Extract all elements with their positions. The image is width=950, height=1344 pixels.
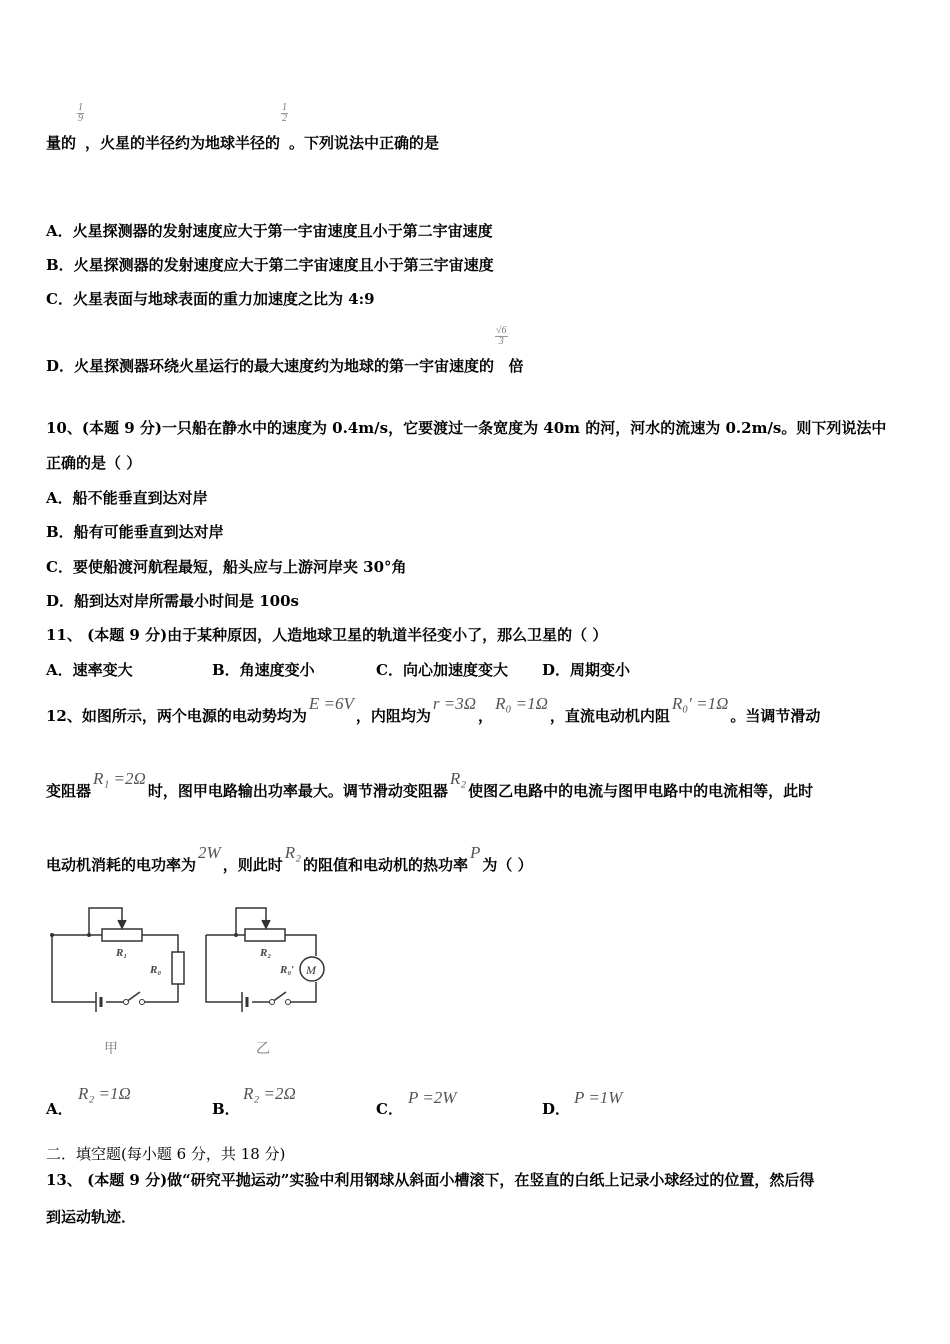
junction-dot [87, 933, 91, 937]
q12-stem-line2: 变阻器R₁ =2Ω时，图甲电路输出功率最大。调节滑动变阻器R₂使图乙电路中的电流与图甲电路中的电流相等，此时 [46, 769, 814, 800]
q10-option-d: D．船到达对岸所需最小时间是 100s [46, 592, 299, 610]
internal-resistance-expression: r =3Ω [432, 694, 477, 713]
q11-option-b: B．角速度变小 [212, 661, 315, 679]
q9-option-d: D．火星探测器环绕火星运行的最大速度约为地球的第一宇宙速度的 $\frac{√6}{3}$ 倍 [46, 325, 524, 375]
q10-option-c: C．要使船渡河航程最短，船头应与上游河岸夹 30°角 [46, 558, 407, 576]
r1-label: R₁ [116, 947, 128, 959]
q12-option-c-math: P =2W [408, 1088, 457, 1107]
q12-option-d-math: P =1W [574, 1088, 623, 1107]
q11-option-d: D．周期变小 [542, 661, 631, 679]
q9-option-b: B．火星探测器的发射速度应大于第二宇宙速度且小于第三宇宙速度 [46, 256, 494, 274]
r0-prime-label: R₀′ [280, 964, 295, 976]
q12-stem-line3: 电动机消耗的电功率为2W，则此时R₂的阻值和电动机的热功率P为（ ） [46, 843, 533, 874]
power-expression: 2W [198, 843, 221, 862]
q11-stem: 11、 (本题 9 分)由于某种原因，人造地球卫星的轨道半径变小了，那么卫星的（ ） [46, 626, 608, 644]
q11-option-a: A．速率变大 [46, 661, 133, 679]
r2-label: R₂ [260, 947, 272, 959]
figure-caption-jia: 甲 [104, 1042, 118, 1057]
q12-option-c-label: C． [376, 1100, 403, 1118]
q12-option-d-label: D． [542, 1100, 571, 1118]
r0-expression: R₀ =1Ω [495, 694, 548, 713]
r1-expression: R₁ =2Ω [93, 769, 146, 788]
q12-option-b-math: R₂ =2Ω [243, 1084, 296, 1103]
q9-intro-text-a: 量的 [46, 134, 77, 152]
q10-option-b: B．船有可能垂直到达对岸 [46, 523, 224, 541]
fraction-one-ninth: $\frac{1}{9}$ [78, 102, 84, 124]
q12-option-a-label: A． [46, 1100, 73, 1118]
emf-expression: E =6V [308, 694, 354, 713]
q10-option-a: A．船不能垂直到达对岸 [46, 489, 208, 507]
q9-option-c: C．火星表面与地球表面的重力加速度之比为 4:9 [46, 290, 375, 308]
r0-label: R₀ [150, 964, 162, 976]
q12-option-b-label: B． [212, 1100, 240, 1118]
q9-option-a: A．火星探测器的发射速度应大于第一宇宙速度且小于第二宇宙速度 [46, 222, 493, 240]
p-symbol: P [470, 843, 481, 862]
q11-option-c: C．向心加速度变大 [376, 661, 508, 679]
q13-stem-line1: 13、 (本题 9 分)做“研究平抛运动”实验中利用钢球从斜面小槽滚下，在竖直的白纸上记录小球经过的位置，然后得 [46, 1171, 815, 1189]
q12-stem-line1: 12、如图所示，两个电源的电动势均为E =6V，内阻均为r =3Ω，R₀ =1Ω，直流电动机内阻R₀′ =1Ω。当调节滑动 [46, 694, 821, 725]
q9-intro-text-b: ，火星的半径约为地球半径的 [85, 134, 281, 152]
r0-prime-expression: R₀′ =1Ω [671, 694, 729, 713]
q10-stem-line2: 正确的是（ ） [46, 454, 142, 472]
motor-icon: M [306, 963, 316, 977]
q9-intro-text-c: 。下列说法中正确的是 [289, 134, 440, 152]
q9-intro [46, 102, 440, 154]
q10-stem-line1: 10、(本题 9 分)一只船在静水中的速度为 0.4m/s，它要渡过一条宽度为 40m 的河，河水的流速为 0.2m/s。则下列说法中 [46, 419, 887, 437]
fraction-one-half: $\frac{1}{2}$ [282, 102, 288, 124]
fraction-sqrt6-over-3: $\frac{√6}{3}$ [496, 325, 507, 347]
figure-caption-yi: 乙 [256, 1042, 270, 1057]
circuit-diagram-jia [44, 900, 194, 1060]
q13-stem-line2: 到运动轨迹． [46, 1208, 137, 1226]
section-title: 二．填空题(每小题 6 分，共 18 分) [46, 1145, 286, 1163]
q12-option-a-math: R₂ =1Ω [78, 1084, 131, 1103]
circuit-diagram-yi [200, 900, 350, 1060]
r2-symbol-2: R₂ [284, 843, 301, 862]
junction-dot [50, 933, 54, 937]
r2-symbol: R₂ [449, 769, 467, 788]
